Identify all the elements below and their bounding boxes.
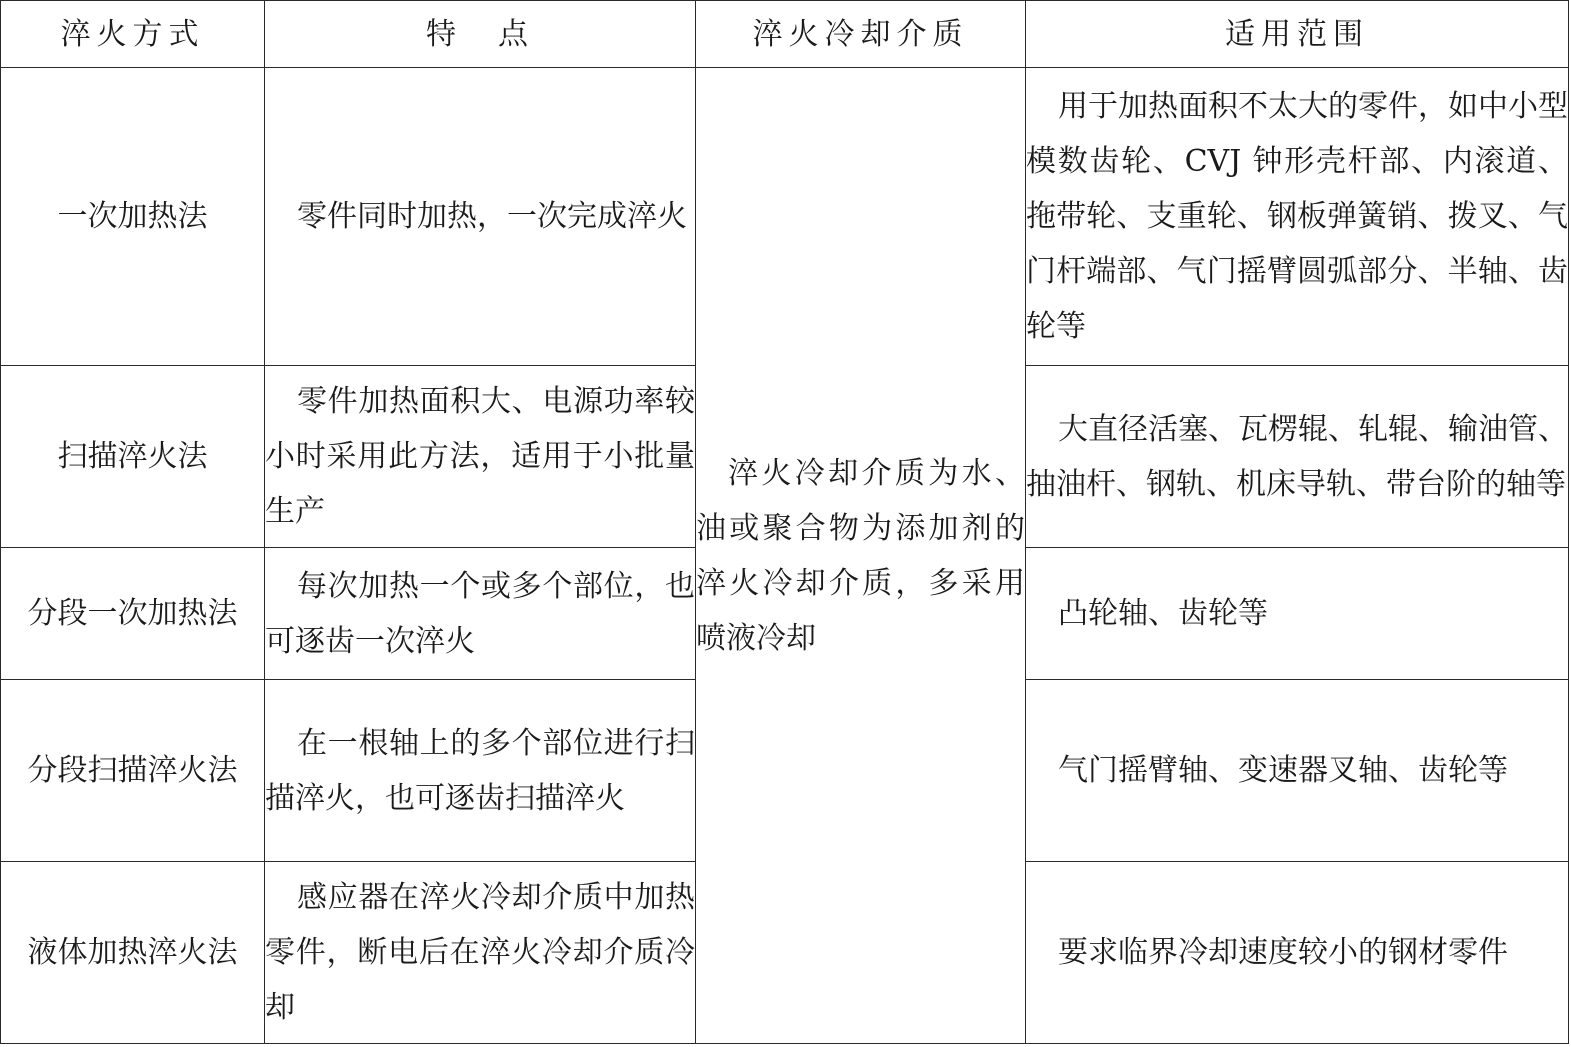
medium-cell bbox=[696, 68, 1026, 1044]
header-method: 淬火方式 bbox=[1, 1, 265, 68]
header-feature: 特 点 bbox=[265, 1, 696, 68]
feature-cell bbox=[265, 680, 696, 862]
scope-text: 凸轮轴、齿轮等 bbox=[1058, 596, 1268, 631]
feature-cell bbox=[265, 366, 696, 548]
scope-cell bbox=[1026, 680, 1569, 862]
feature-text: 感应器在淬火冷却介质中加热零件，断电后在淬火冷却介质冷却 bbox=[265, 880, 695, 1025]
scope-text: 大直径活塞、瓦楞辊、轧辊、输油管、抽油杆、钢轨、机床导轨、带台阶的轴等 bbox=[1026, 411, 1568, 502]
scope-cell bbox=[1026, 862, 1569, 1044]
medium-text: 淬火冷却介质为水、油或聚合物为添加剂的淬火冷却介质，多采用喷液冷却 bbox=[696, 455, 1025, 656]
feature-text: 零件同时加热，一次完成淬火 bbox=[297, 199, 687, 234]
method-cell: 一次加热法 bbox=[1, 68, 265, 366]
method-cell: 分段扫描淬火法 bbox=[1, 680, 265, 862]
header-scope: 适用范围 bbox=[1026, 1, 1569, 68]
scope-text: 用于加热面积不太大的零件，如中小型模数齿轮、CVJ 钟形壳杆部、内滚道、拖带轮、支重轮、钢板弹簧销、拨叉、气门杆端部、气门摇臂圆弧部分、半轴、齿轮等 bbox=[1026, 89, 1568, 344]
header-row bbox=[1, 1, 1569, 68]
feature-text: 每次加热一个或多个部位，也可逐齿一次淬火 bbox=[265, 568, 695, 659]
feature-text: 零件加热面积大、电源功率较小时采用此方法，适用于小批量生产 bbox=[265, 384, 695, 529]
table-row bbox=[1, 68, 1569, 366]
feature-cell bbox=[265, 68, 696, 366]
feature-text: 在一根轴上的多个部位进行扫描淬火，也可逐齿扫描淬火 bbox=[265, 725, 695, 816]
method-cell: 分段一次加热法 bbox=[1, 548, 265, 680]
scope-cell bbox=[1026, 366, 1569, 548]
scope-text: 要求临界冷却速度较小的钢材零件 bbox=[1058, 935, 1508, 970]
method-cell: 液体加热淬火法 bbox=[1, 862, 265, 1044]
scope-cell bbox=[1026, 548, 1569, 680]
header-medium: 淬火冷却介质 bbox=[696, 1, 1026, 68]
method-cell: 扫描淬火法 bbox=[1, 366, 265, 548]
scope-cell bbox=[1026, 68, 1569, 366]
feature-cell bbox=[265, 862, 696, 1044]
scope-text: 气门摇臂轴、变速器叉轴、齿轮等 bbox=[1058, 753, 1508, 788]
feature-cell bbox=[265, 548, 696, 680]
